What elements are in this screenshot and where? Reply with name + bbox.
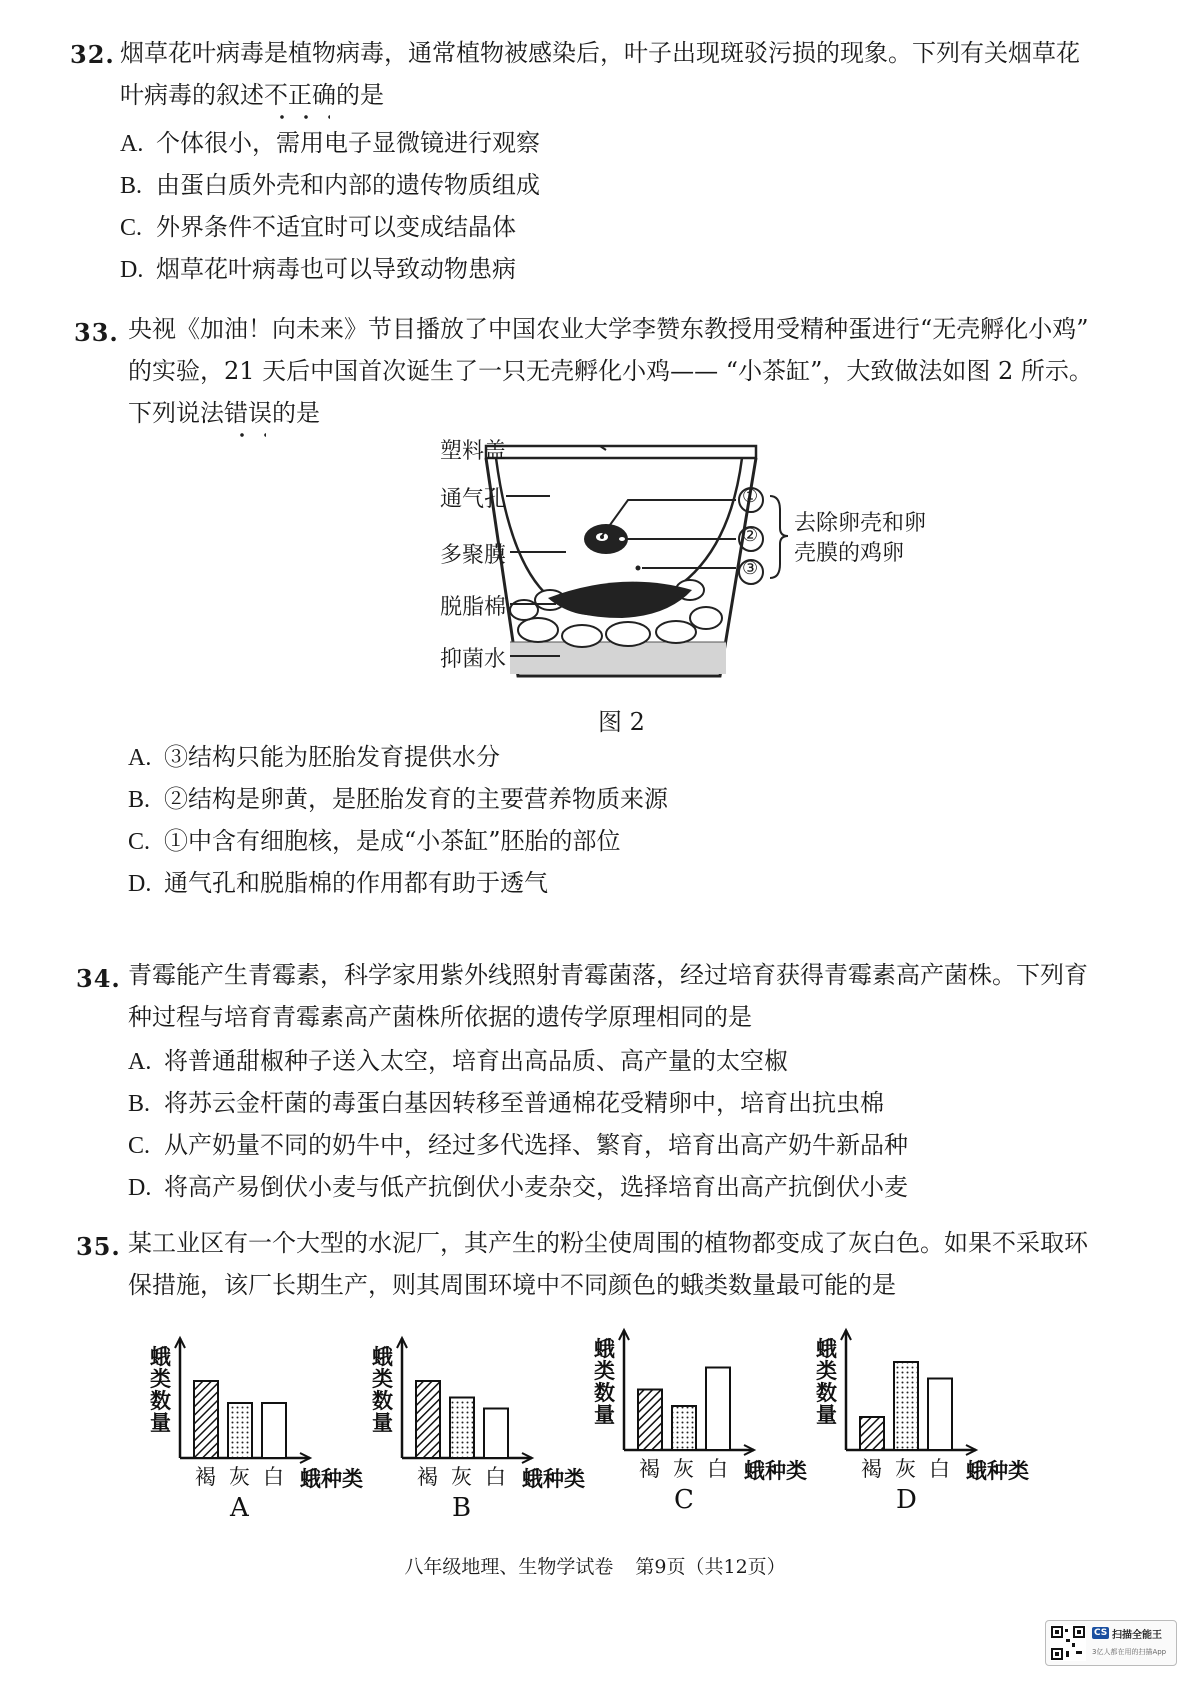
x-axis-label: 蛾种类 [744,1458,807,1483]
label-circled-1: ① [742,486,759,507]
question-stem-line-2 [120,78,384,112]
y-axis-label-char: 类 [816,1358,837,1383]
bar-白 [928,1379,952,1451]
y-axis-label-char: 蛾 [372,1344,393,1369]
option-text: 外界条件不适宜时可以变成结晶体 [156,213,516,241]
figure-2 [370,439,927,780]
chart-b [372,1338,585,1523]
y-axis-label-char: 蛾 [150,1344,171,1369]
option-text: 从产奶量不同的奶牛中，经过多代选择、繁育，培育出高产奶牛新品种 [164,1131,908,1159]
question-stem-line-1: 青霉能产生青霉素，科学家用紫外线照射青霉菌落，经过培育获得青霉素高产菌株。下列育 [128,961,1088,989]
y-axis-label-char: 数 [594,1380,615,1405]
chart-title: D [896,1485,917,1515]
x-tick-label: 褐 [195,1465,216,1489]
question-number: 32. [70,40,115,69]
x-axis-label: 蛾种类 [966,1458,1029,1483]
option-letter: B. [128,1091,151,1117]
bar-灰 [672,1406,696,1450]
option-text: ①中含有细胞核，是成“小茶缸”胚胎的部位 [164,827,621,855]
y-axis-label-char: 蛾 [816,1336,837,1361]
option-text: 个体很小，需用电子显微镜进行观察 [156,129,540,157]
option-letter: A. [128,1049,152,1075]
option-b [128,782,668,817]
bar-白 [706,1368,730,1451]
question-stem-line-2: 的实验，21 天后中国首次诞生了一只无壳孵化小鸡—— “小茶缸”，大致做法如图 2 所示。 [128,357,1093,385]
scanner-logo: CS [1094,1628,1108,1638]
option-b [128,1086,884,1121]
emphasis-text: 不正确 [264,78,336,112]
option-text: 由蛋白质外壳和内部的遗传物质组成 [156,171,540,199]
chart-title: B [452,1493,472,1523]
option-text: 将高产易倒伏小麦与低产抗倒伏小麦杂交，选择培育出高产抗倒伏小麦 [164,1173,908,1201]
option-text: ③结构只能为胚胎发育提供水分 [164,743,500,771]
y-axis-label-char: 类 [594,1358,615,1383]
y-axis-label-char: 蛾 [594,1336,615,1361]
option-d [128,866,548,901]
option-letter: B. [128,787,151,813]
label-bracket-line-1: 去除卵壳和卵 [794,511,927,536]
antibacterial-water-shape [510,642,726,674]
option-letter: C. [120,215,143,241]
x-tick-label: 灰 [451,1465,472,1489]
question-stem-line-3 [128,396,320,430]
label-absorbent-cotton: 脱脂棉 [440,595,507,620]
y-axis-label-char: 数 [150,1388,171,1413]
bar-灰 [228,1403,252,1458]
x-tick-label: 白 [929,1457,950,1481]
x-axis-label: 蛾种类 [300,1466,363,1491]
bar-灰 [450,1398,474,1459]
scanner-watermark [1045,1620,1177,1666]
option-a [128,740,500,775]
qr-code-icon [1050,1625,1086,1661]
question-34 [70,958,1120,1218]
moth-count-charts [0,1320,1190,1550]
option-a [128,1044,788,1079]
label-polymer-film: 多聚膜 [440,543,507,568]
x-tick-label: 灰 [673,1457,694,1481]
question-stem-line-1: 烟草花叶病毒是植物病毒，通常植物被感染后，叶子出现斑驳污损的现象。下列有关烟草花 [120,39,1080,67]
option-text: ②结构是卵黄，是胚胎发育的主要营养物质来源 [164,785,668,813]
label-circled-2: ② [742,525,759,546]
option-text: 通气孔和脱脂棉的作用都有助于透气 [164,869,548,897]
option-letter: B. [120,173,143,199]
chart-d [816,1330,1029,1515]
option-letter: A. [120,131,144,157]
bar-白 [484,1409,508,1459]
option-d [120,252,516,287]
option-c [128,824,621,859]
page-footer [0,1552,1190,1579]
bar-褐 [194,1381,218,1458]
label-plastic-lid: 塑料盖 [440,439,507,464]
option-letter: C. [128,1133,151,1159]
question-35 [70,1226,1120,1316]
x-axis-label: 蛾种类 [522,1466,585,1491]
y-axis-label-char: 量 [372,1410,393,1435]
bar-灰 [894,1362,918,1450]
option-letter: D. [128,1175,152,1201]
x-tick-label: 褐 [861,1457,882,1481]
question-stem-line-2: 保措施，该厂长期生产，则其周围环境中不同颜色的蛾类数量最可能的是 [128,1271,896,1299]
option-b [120,168,540,203]
option-letter: D. [120,257,144,283]
question-32 [70,40,1120,290]
scanner-name: 扫描全能王 [1112,1630,1162,1641]
question-stem-line-2: 种过程与培育青霉素高产菌株所依据的遗传学原理相同的是 [128,1003,752,1031]
label-circled-3: ③ [742,558,759,579]
option-letter: A. [128,745,152,771]
bar-褐 [860,1417,884,1450]
y-axis-label-char: 类 [372,1366,393,1391]
option-text: 烟草花叶病毒也可以导致动物患病 [156,255,516,283]
chart-c [594,1330,807,1515]
label-bracket-line-2: 壳膜的鸡卵 [794,541,905,566]
page-number: 第9页（共12页） [635,1556,786,1578]
y-axis-label-char: 类 [150,1366,171,1391]
y-axis-label-char: 数 [816,1380,837,1405]
bar-褐 [638,1390,662,1451]
option-c [128,1128,908,1163]
exam-title: 八年级地理、生物学试卷 [404,1556,614,1578]
y-axis-label-char: 量 [594,1402,615,1427]
option-letter: D. [128,871,152,897]
chart-title: A [230,1493,249,1523]
question-stem-line-1: 央视《加油！向未来》节目播放了中国农业大学李赞东教授用受精种蛋进行“无壳孵化小鸡” [128,315,1089,343]
x-tick-label: 褐 [639,1457,660,1481]
scanner-tagline: 3亿人都在用的扫描App [1092,1648,1167,1656]
option-text: 将普通甜椒种子送入太空，培育出高品质、高产量的太空椒 [164,1047,788,1075]
figure-caption: 图 2 [598,708,645,736]
x-tick-label: 褐 [417,1465,438,1489]
option-c [120,210,516,245]
x-tick-label: 白 [485,1465,506,1489]
chart-a [150,1338,363,1523]
stem-text: 的是 [272,399,320,427]
question-number: 35. [76,1232,121,1261]
x-tick-label: 白 [263,1465,284,1489]
chart-title: C [674,1485,694,1515]
stem-text: 叶病毒的叙述 [120,81,264,109]
stem-text: 下列说法 [128,399,224,427]
option-text: 将苏云金杆菌的毒蛋白基因转移至普通棉花受精卵中，培育出抗虫棉 [164,1089,884,1117]
plastic-lid-shape [486,446,756,458]
label-antibacterial-water: 抑菌水 [440,647,507,672]
label-vent-hole: 通气孔 [440,487,507,512]
y-axis-label-char: 量 [816,1402,837,1427]
x-tick-label: 灰 [229,1465,250,1489]
stem-text: 的是 [336,81,384,109]
question-number: 33. [74,318,119,347]
emphasis-text: 错误 [224,396,272,430]
y-axis-label-char: 量 [150,1410,171,1435]
option-d [128,1170,908,1205]
y-axis-label-char: 数 [372,1388,393,1413]
question-stem-line-1: 某工业区有一个大型的水泥厂，其产生的粉尘使周围的植物都变成了灰白色。如果不采取环 [128,1229,1088,1257]
bar-白 [262,1403,286,1458]
question-33 [70,300,1120,950]
option-letter: C. [128,829,151,855]
bar-褐 [416,1381,440,1458]
option-a [120,126,540,161]
x-tick-label: 灰 [895,1457,916,1481]
x-tick-label: 白 [707,1457,728,1481]
question-number: 34. [76,964,121,993]
